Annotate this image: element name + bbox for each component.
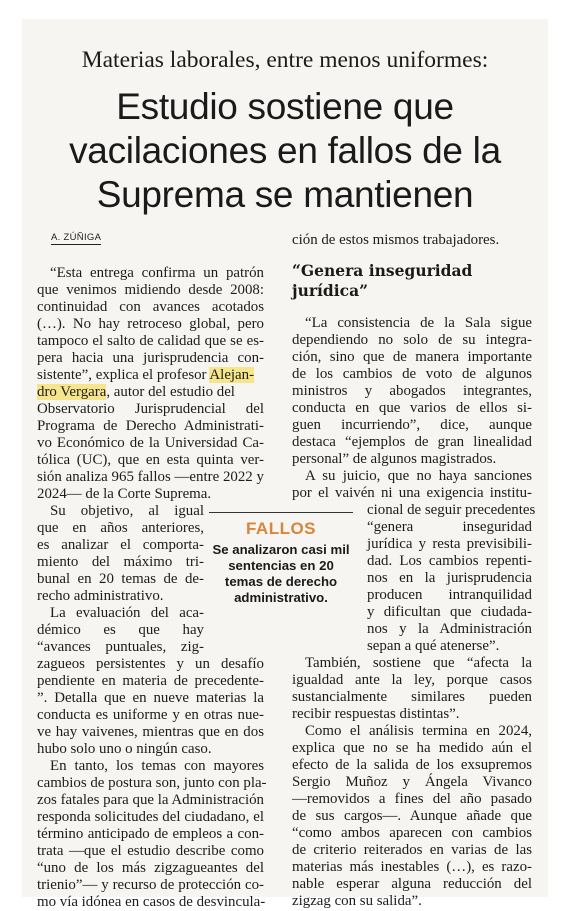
right-line: explica que no se ha medido aún el: [292, 740, 532, 756]
right-line: efecto de la salida de los exsupremos: [292, 757, 532, 773]
left-line: ve hay vaivenes, mientras que en dos: [37, 724, 264, 740]
right-line: cional de seguir precedentes: [367, 502, 536, 518]
right-line: —removidos a fines del año pasado: [292, 791, 532, 807]
left-line: bunal en 20 temas de de-: [37, 571, 204, 587]
right-line: guen incurriendo”, dice, aunque: [292, 417, 532, 433]
left-line: continuidad con avances acotados: [37, 299, 264, 315]
right-line: Como el análisis termina en 2024,: [305, 723, 532, 739]
callout-text: Se analizaron casi mil sentencias en 20 temas de derecho administrativo.: [212, 542, 350, 605]
left-line: démico es que hay: [37, 622, 204, 638]
left-line: “avances puntuales, zig-: [37, 639, 204, 655]
highlighted-name: Alejan-: [209, 367, 255, 383]
callout-box: [209, 512, 353, 606]
callout-label: FALLOS: [245, 519, 317, 538]
right-line: Sergio Muñoz y Ángela Vivanco: [292, 774, 532, 790]
left-line: tólica (UC), que en esta quinta ver-: [37, 452, 264, 468]
kicker: Materias laborales, entre menos uniformes:: [81, 47, 489, 73]
right-line: zigzag con su salida”.: [292, 893, 422, 909]
right-line: de criterio reiterados en varias de las: [292, 842, 532, 858]
left-line: tampoco el salto de calidad que se es-: [37, 333, 264, 349]
left-line: hubo solo uno o ningún caso.: [37, 741, 212, 757]
left-line: que venimos midiendo desde 2008:: [37, 282, 264, 298]
left-line: “uno de los más zigzagueantes del: [37, 860, 264, 876]
left-line: sión analiza 965 fallos —entre 2022 y: [37, 469, 264, 485]
right-line: sustancialmente similares pueden: [292, 689, 532, 705]
text-fragment: , autor del estudio del: [106, 384, 235, 400]
right-line: producen intranquilidad: [367, 587, 532, 603]
left-line: Programa de Derecho Administrati-: [37, 418, 264, 434]
right-line: destaca “ejemplos de gran linealidad: [292, 434, 532, 450]
left-line: mo vía idónea en casos de desvincula-: [37, 894, 266, 910]
left-line: (…). No hay retroceso global, pero: [37, 316, 264, 332]
right-line: materias más inestables (…), es razo-: [292, 859, 532, 875]
left-line: conducta es uniforme y en otras nue-: [37, 707, 264, 723]
right-line: igualdad ante la ley, porque casos: [292, 672, 532, 688]
left-line: cambios de postura son, junto con pla-: [37, 775, 267, 791]
left-line: responda solicitudes del ciudadano, el: [37, 809, 264, 825]
left-line: vo Económico de la Universidad Ca-: [37, 435, 264, 451]
right-line: sepan a qué atenerse”.: [367, 638, 500, 654]
left-line: que en años anteriores,: [37, 520, 204, 536]
right-line: por el vaivén ni una exigencia institu-: [292, 485, 532, 501]
left-line: término anticipado de empleos a con-: [37, 826, 264, 842]
left-line: miento del máximo tri-: [37, 554, 204, 570]
right-line: conducta en que varios de ellos si-: [292, 400, 532, 416]
left-line: [37, 384, 264, 401]
left-line: trienio”— y recurso de protección co-: [37, 877, 264, 893]
right-line: y dificultan que ciudada-: [367, 604, 532, 620]
subhead-line-2: jurídica”: [292, 281, 369, 300]
right-line: ción, sino que de manera importante: [292, 349, 532, 365]
right-line: recibir respuestas distintas”.: [292, 706, 460, 722]
headline-line-3: Suprema se mantienen: [96, 174, 474, 215]
highlighted-name: dro Vergara: [37, 384, 107, 400]
left-line: Su objetivo, al igual: [50, 503, 204, 519]
headline-line-1: Estudio sostiene que: [116, 86, 454, 127]
right-line: personal” de algunos magistrados.: [292, 451, 497, 467]
left-line: pera hacia una jurisprudencia con-: [37, 350, 264, 366]
right-line: “La consistencia de la Sala sigue: [305, 315, 532, 331]
right-line: A su juicio, que no haya sanciones: [305, 468, 532, 484]
right-line: de los cambios de voto de algunos: [292, 366, 532, 382]
byline: A. ZÚÑIGA: [51, 232, 102, 243]
right-line: nos en la jurisprudencia: [367, 570, 532, 586]
left-line: Observatorio Jurisprudencial del: [37, 401, 264, 417]
left-line: trata —que el estudio describe como: [37, 843, 264, 859]
right-line: jurídica y resta previsibili-: [367, 536, 532, 552]
right-line: dependiendo no solo de su integra-: [292, 332, 532, 348]
left-line: es analizar el comporta-: [37, 537, 204, 553]
left-line: 2024— de la Corte Suprema.: [37, 486, 212, 502]
left-line: pendiente en materia de precedente-: [37, 673, 264, 689]
newspaper-clipping: [22, 19, 548, 910]
right-line: dad. Los cambios repenti-: [367, 553, 532, 569]
right-line: “genera inseguridad: [367, 519, 532, 535]
right-line: También, sostiene que “afecta la: [305, 655, 532, 671]
right-line: de sus cargos—. Aunque añade que: [292, 808, 532, 824]
left-line: ”. Detalla que en nueve materias la: [37, 690, 264, 706]
subhead-line-1: “Genera inseguridad: [292, 261, 473, 280]
text-fragment: sistente”, explica el profesor: [37, 367, 210, 383]
left-line: [37, 367, 264, 384]
right-line: nos y la Administración: [367, 621, 532, 637]
left-line: recho administrativo.: [37, 588, 164, 604]
right-line: “como ambos aparecen con cambios: [292, 825, 532, 841]
left-line: “Esta entrega confirma un patrón: [50, 265, 264, 281]
left-line: zagueos persistentes y un desafío: [37, 656, 264, 672]
left-line: La evaluación del aca-: [50, 605, 204, 621]
right-line: nable esperar alguna reducción del: [292, 876, 532, 892]
headline-line-2: vacilaciones en fallos de la: [69, 130, 501, 171]
right-line: ción de estos mismos trabajadores.: [292, 232, 500, 248]
left-line: En tanto, los temas con mayores: [50, 758, 264, 774]
left-line: zos fatales para que la Administración: [37, 792, 265, 808]
right-line: ministros y abogados integrantes,: [292, 383, 532, 399]
